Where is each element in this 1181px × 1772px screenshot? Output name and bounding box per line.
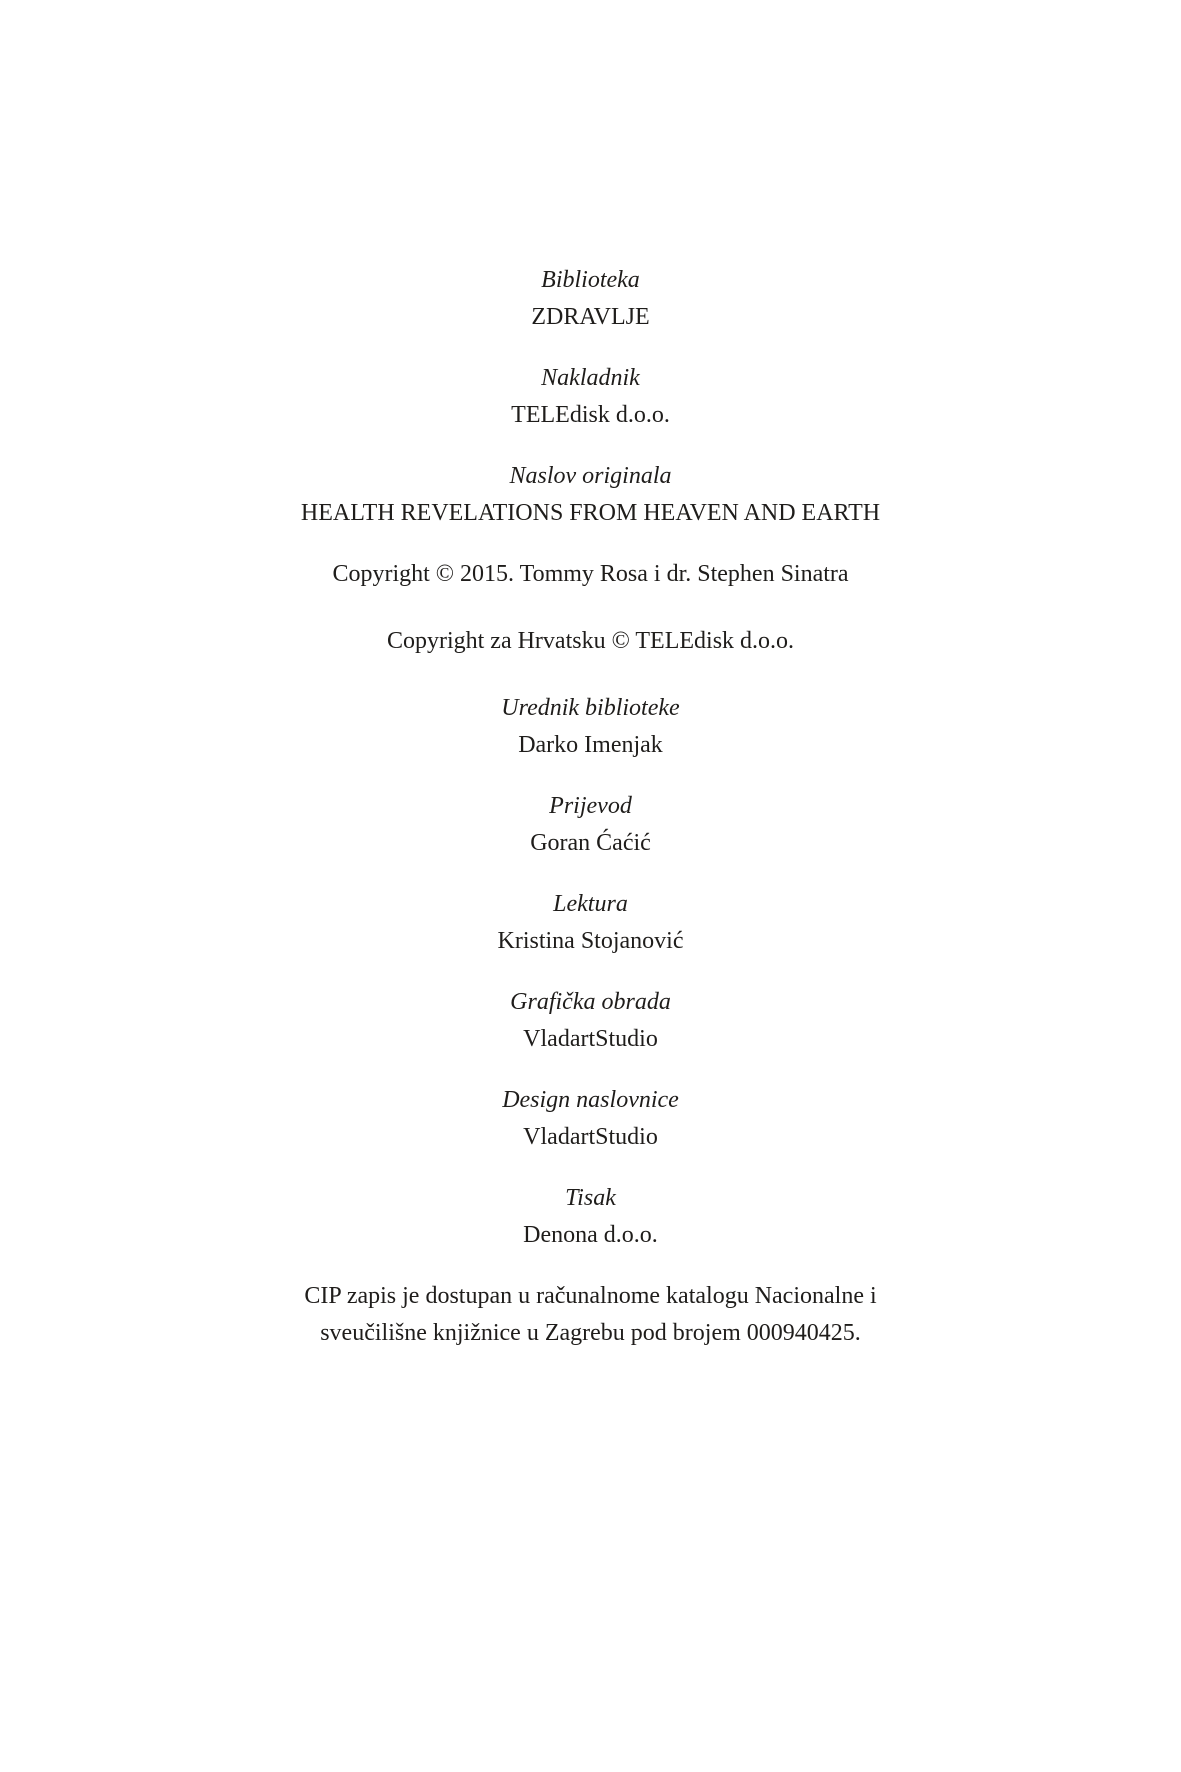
proofreader-block xyxy=(0,886,1181,960)
cip-note-line-2: sveučilišne knjižnice u Zagrebu pod brojem 000940425. xyxy=(320,1320,861,1346)
copyright-hr-line xyxy=(0,623,1181,660)
printer-value: Denona d.o.o. xyxy=(523,1222,658,1248)
editor-value: Darko Imenjak xyxy=(518,732,663,758)
series-label: Biblioteka xyxy=(541,267,640,293)
colophon-content xyxy=(0,262,1181,1352)
graphic-design-value: VladartStudio xyxy=(523,1026,658,1052)
editor-label: Urednik biblioteke xyxy=(501,695,680,721)
cover-design-label: Design naslovnice xyxy=(502,1087,679,1113)
cip-note-line-1: CIP zapis je dostupan u računalnome katalogu Nacionalne i xyxy=(304,1283,877,1309)
copyright-line xyxy=(0,556,1181,593)
cip-note xyxy=(211,1278,971,1352)
publisher-block xyxy=(0,360,1181,434)
original-title-value: HEALTH REVELATIONS FROM HEAVEN AND EARTH xyxy=(300,500,881,526)
translator-block xyxy=(0,788,1181,862)
original-title-label: Naslov originala xyxy=(509,463,672,489)
graphic-design-label: Grafička obrada xyxy=(510,989,671,1015)
translator-label: Prijevod xyxy=(549,793,632,819)
publisher-label: Nakladnik xyxy=(541,365,640,391)
editor-block xyxy=(0,690,1181,764)
printer-block xyxy=(0,1180,1181,1254)
publisher-value: TELEdisk d.o.o. xyxy=(511,402,670,428)
printer-label: Tisak xyxy=(565,1185,616,1211)
copyright-hr-text: Copyright za Hrvatsku © TELEdisk d.o.o. xyxy=(386,628,795,654)
series-block xyxy=(0,262,1181,336)
series-value: ZDRAVLJE xyxy=(531,304,650,330)
copyright-text: Copyright © 2015. Tommy Rosa i dr. Stephen Sinatra xyxy=(332,561,849,587)
translator-value: Goran Ćaćić xyxy=(530,830,651,856)
graphic-design-block xyxy=(0,984,1181,1058)
cover-design-value: VladartStudio xyxy=(523,1124,658,1150)
proofreader-value: Kristina Stojanović xyxy=(497,928,684,954)
cover-design-block xyxy=(0,1082,1181,1156)
original-title-block xyxy=(0,458,1181,532)
proofreader-label: Lektura xyxy=(553,891,628,917)
